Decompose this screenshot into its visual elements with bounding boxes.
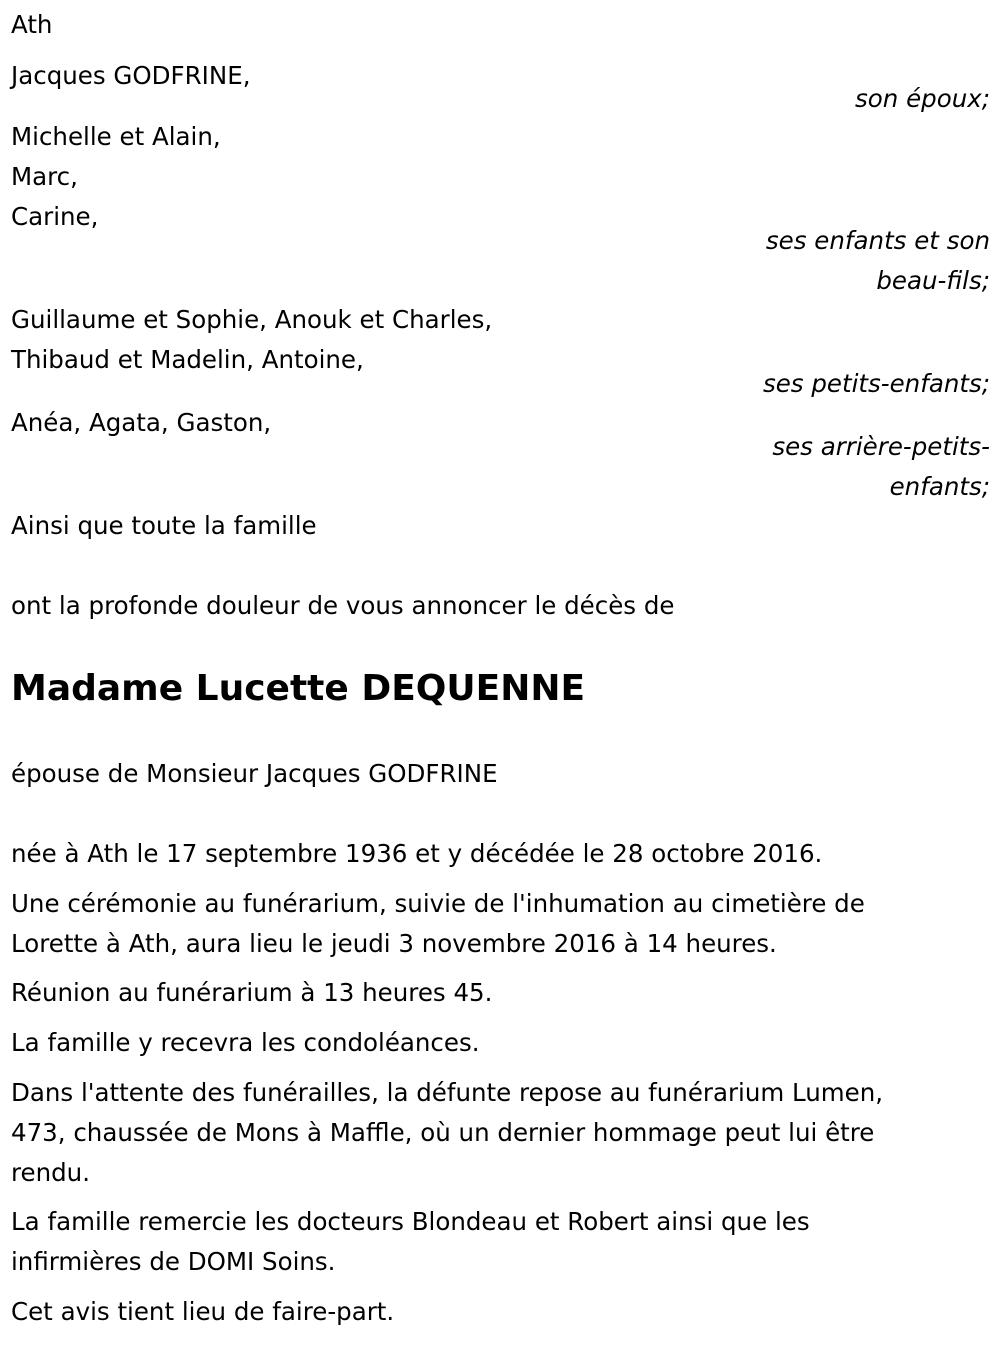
condolences: La famille y recevra les condoléances. — [11, 1028, 480, 1057]
child-2: Marc, — [11, 162, 78, 191]
great-grandchildren-role-line-1: ses arrière-petits- — [772, 432, 990, 461]
child-1: Michelle et Alain, — [11, 122, 221, 151]
viewing-line-3: rendu. — [11, 1158, 91, 1187]
thanks-line-1: La famille remercie les docteurs Blondeau et Robert ainsi que les — [11, 1207, 810, 1236]
spouse-role: son époux; — [855, 84, 990, 113]
location: Ath — [11, 10, 53, 39]
deceased-name: Madame Lucette DEQUENNE — [11, 668, 586, 709]
child-3: Carine, — [11, 202, 99, 231]
great-grandchildren-role-line-2: enfants; — [889, 472, 990, 501]
closing: Cet avis tient lieu de faire-part. — [11, 1297, 395, 1326]
viewing-line-1: Dans l'attente des funérailles, la défunte repose au funérarium Lumen, — [11, 1078, 884, 1107]
announcement: ont la profonde douleur de vous annoncer le décès de — [11, 591, 675, 620]
viewing-line-2: 473, chaussée de Mons à Maffle, où un dernier hommage peut lui être — [11, 1118, 875, 1147]
children-role-line-1: ses enfants et son — [765, 226, 990, 255]
grandchildren-line-1: Guillaume et Sophie, Anouk et Charles, — [11, 305, 493, 334]
thanks-line-2: infirmières de DOMI Soins. — [11, 1247, 336, 1276]
grandchildren-role: ses petits-enfants; — [762, 369, 990, 398]
rest-of-family: Ainsi que toute la famille — [11, 511, 317, 540]
ceremony-line-2: Lorette à Ath, aura lieu le jeudi 3 novembre 2016 à 14 heures. — [11, 929, 777, 958]
birth-death: née à Ath le 17 septembre 1936 et y décédée le 28 octobre 2016. — [11, 839, 823, 868]
ceremony-line-1: Une cérémonie au funérarium, suivie de l'inhumation au cimetière de — [11, 889, 865, 918]
grandchildren-line-2: Thibaud et Madelin, Antoine, — [11, 345, 364, 374]
spouse-name: Jacques GODFRINE, — [11, 61, 251, 90]
great-grandchildren: Anéa, Agata, Gaston, — [11, 408, 272, 437]
spouse-of: épouse de Monsieur Jacques GODFRINE — [11, 759, 498, 788]
children-role-line-2: beau-fils; — [876, 266, 990, 295]
gathering: Réunion au funérarium à 13 heures 45. — [11, 978, 493, 1007]
